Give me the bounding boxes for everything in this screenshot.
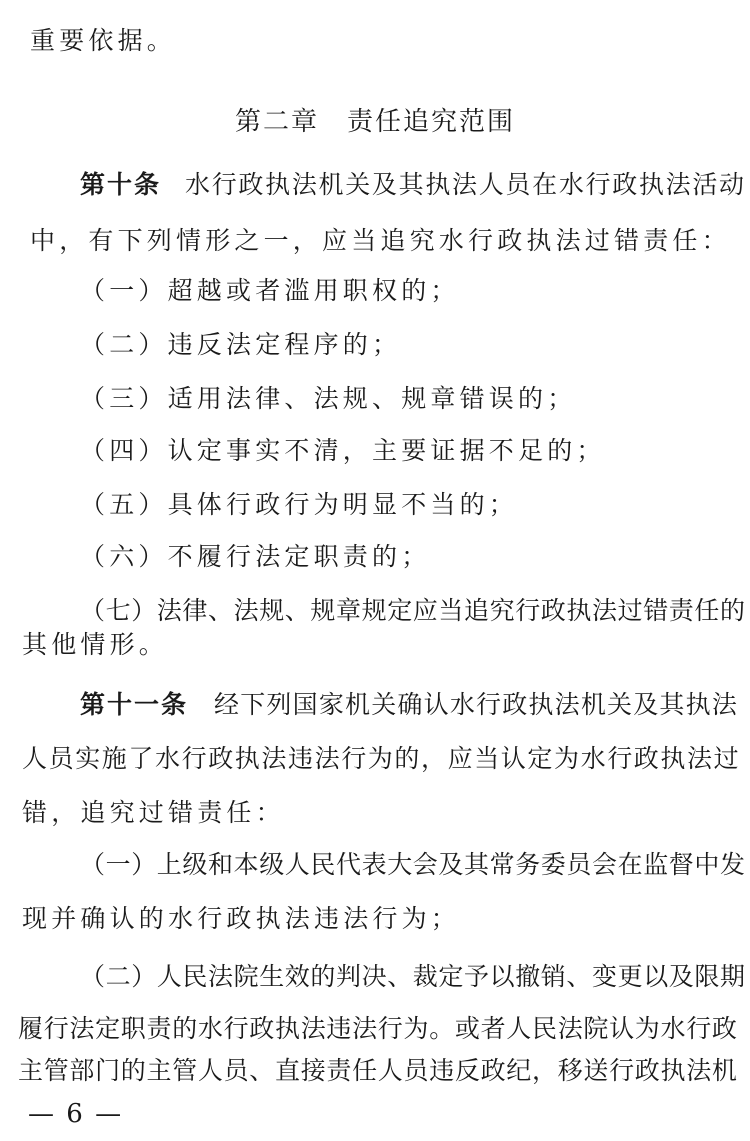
article-11-item-1-line-2: 现并确认的水行政执法违法行为； (22, 904, 461, 933)
article-11-text: 经下列国家机关确认水行政执法机关及其执法 (214, 690, 739, 719)
article-11-label: 第十一条 (80, 690, 189, 719)
article-10-label: 第十条 (80, 170, 162, 199)
article-10-item-1: （一）超越或者滥用职权的； (80, 276, 460, 305)
article-10-text: 水行政执法机关及其执法人员在水行政执法活动 (185, 170, 746, 199)
article-11-first-line (80, 688, 738, 722)
article-11-item-2-line-1: （二）人民法院生效的判决、裁定予以撤销、变更以及限期 (80, 962, 746, 991)
continuation-text: 重要依据。 (30, 26, 177, 55)
article-11-item-2-line-3: 主管部门的主管人员、直接责任人员违反政纪，移送行政执法机 (18, 1056, 738, 1085)
article-10-item-7-line-2: 其他情形。 (22, 630, 169, 659)
article-11-item-2-line-2: 履行法定职责的水行政执法违法行为。或者人民法院认为水行政 (18, 1014, 738, 1043)
article-11-item-1-line-1: （一）上级和本级人民代表大会及其常务委员会在监督中发 (80, 850, 746, 879)
article-10-item-2: （二）违反法定程序的； (80, 330, 402, 359)
article-10-item-4: （四）认定事实不清，主要证据不足的； (80, 436, 606, 465)
article-11-third-line: 错，追究过错责任： (22, 798, 285, 827)
article-10-item-6: （六）不履行法定职责的； (80, 542, 431, 571)
chapter-title: 第二章 责任追究范围 (234, 107, 515, 137)
article-10-item-7-line-1: （七）法律、法规、规章规定应当追究行政执法过错责任的 (80, 596, 746, 625)
article-10-first-line (80, 168, 746, 202)
page-number: — 6 — (28, 1099, 124, 1129)
article-10-item-5: （五）具体行政行为明显不当的； (80, 490, 519, 519)
article-11-second-line: 人员实施了水行政执法违法行为的，应当认定为水行政执法过 (22, 744, 741, 773)
article-10-second-line: 中，有下列情形之一，应当追究水行政执法过错责任： (30, 226, 731, 255)
article-10-item-3: （三）适用法律、法规、规章错误的； (80, 384, 577, 413)
